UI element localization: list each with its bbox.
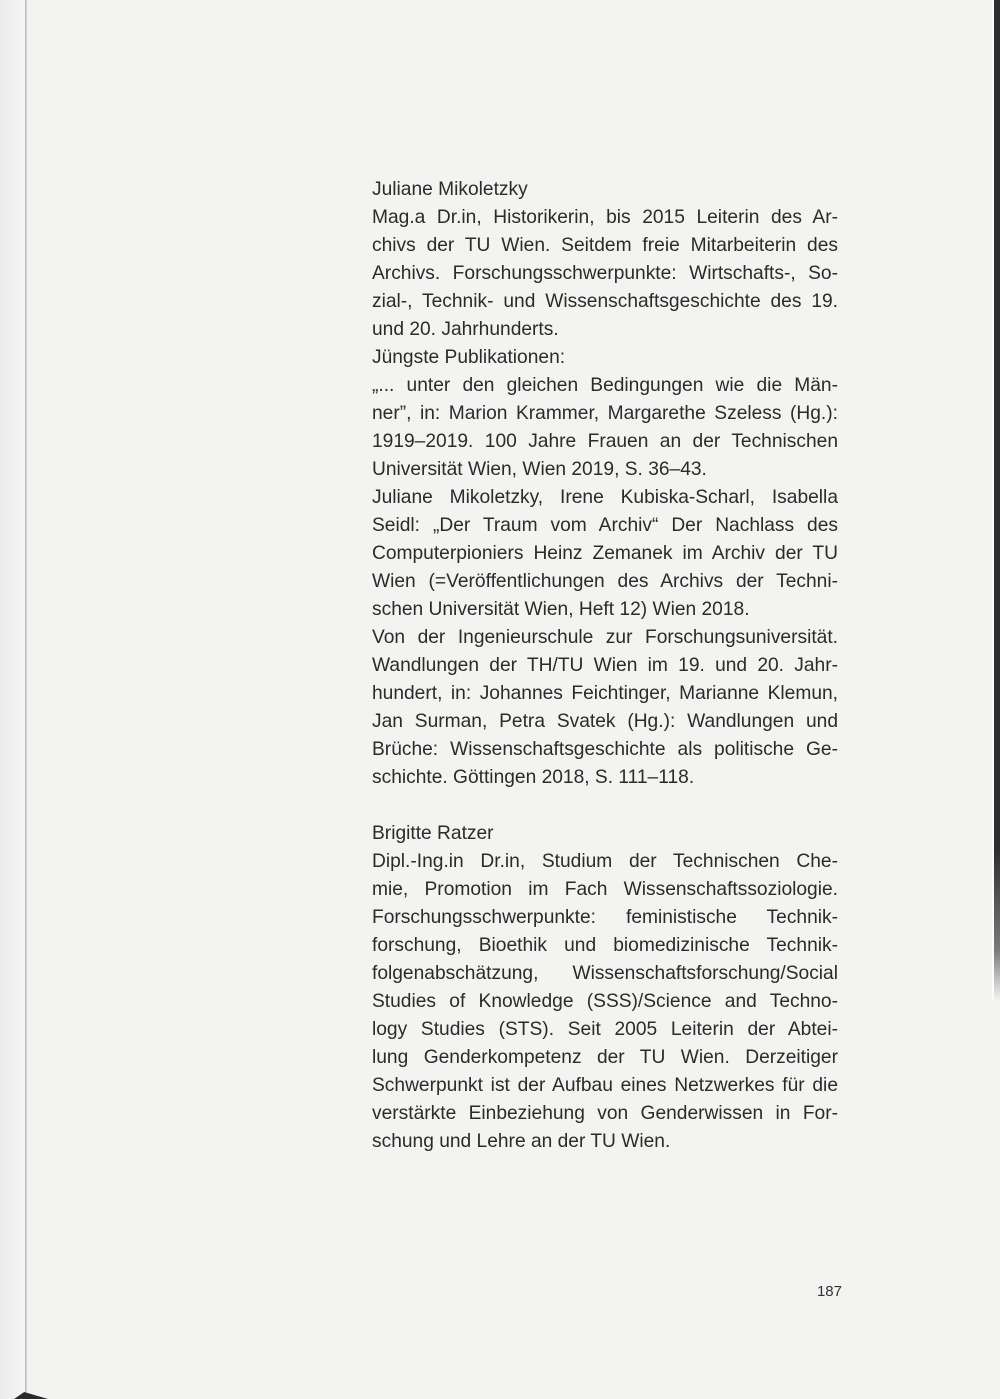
- text-line: Wandlungen der TH/TU Wien im 19. und 20. Jahr-: [372, 655, 838, 676]
- text-line: chivs der TU Wien. Seitdem freie Mitarbeiterin des: [372, 235, 838, 256]
- bio-entry: [372, 820, 838, 1156]
- page-edge-shadow: [994, 0, 1000, 1000]
- gutter-shadow: [0, 0, 25, 1399]
- text-line: Schwerpunkt ist der Aufbau eines Netzwerkes für die: [372, 1075, 838, 1096]
- text-line: Studies of Knowledge (SSS)/Science and Techno-: [372, 991, 838, 1012]
- text-line: mie, Promotion im Fach Wissenschaftssoziologie.: [372, 879, 838, 900]
- text-line: folgenabschätzung, Wissenschaftsforschung/Social: [372, 963, 838, 984]
- text-line: schung und Lehre an der TU Wien.: [372, 1131, 671, 1152]
- text-line: ner”, in: Marion Krammer, Margarethe Szeless (Hg.):: [372, 403, 838, 424]
- bio-body: [372, 204, 838, 792]
- bio-name: Juliane Mikoletzky: [372, 179, 528, 200]
- page-number: 187: [816, 1283, 842, 1300]
- text-line: Mag.a Dr.in, Historikerin, bis 2015 Leiterin des Ar-: [372, 207, 838, 228]
- text-line: Computerpioniers Heinz Zemanek im Archiv der TU: [372, 543, 838, 564]
- text-line: verstärkte Einbeziehung von Genderwissen in For-: [372, 1103, 838, 1124]
- text-line: Wien (=Veröffentlichungen des Archivs der Techni-: [372, 571, 838, 592]
- text-line: hundert, in: Johannes Feichtinger, Marianne Klemun,: [372, 683, 838, 704]
- text-line: Jüngste Publikationen:: [372, 347, 566, 368]
- text-line: schen Universität Wien, Heft 12) Wien 2018.: [372, 599, 750, 620]
- text-line: lung Genderkompetenz der TU Wien. Derzeitiger: [372, 1047, 838, 1068]
- text-line: logy Studies (STS). Seit 2005 Leiterin der Abtei-: [372, 1019, 838, 1040]
- bio-body: [372, 848, 838, 1156]
- text-line: zial-, Technik- und Wissenschaftsgeschichte des 19.: [372, 291, 838, 312]
- text-line: Von der Ingenieurschule zur Forschungsuniversität.: [372, 627, 838, 648]
- text-line: Archivs. Forschungsschwerpunkte: Wirtschafts-, So-: [372, 263, 838, 284]
- text-line: 1919–2019. 100 Jahre Frauen an der Technischen: [372, 431, 838, 452]
- text-line: forschung, Bioethik und biomedizinische Technik-: [372, 935, 838, 956]
- text-line: Dipl.-Ing.in Dr.in, Studium der Technischen Che-: [372, 851, 838, 872]
- text-line: und 20. Jahrhunderts.: [372, 319, 559, 340]
- entry-spacer: [372, 792, 838, 820]
- text-line: Universität Wien, Wien 2019, S. 36–43.: [372, 459, 707, 480]
- bio-entry: [372, 176, 838, 792]
- text-column: [372, 176, 838, 1156]
- text-line: Seidl: „Der Traum vom Archiv“ Der Nachlass des: [372, 515, 838, 536]
- text-line: Juliane Mikoletzky, Irene Kubiska-Scharl, Isabella: [372, 487, 838, 508]
- text-line: Jan Surman, Petra Svatek (Hg.): Wandlungen und: [372, 711, 838, 732]
- bio-name: Brigitte Ratzer: [372, 823, 494, 844]
- text-line: Brüche: Wissenschaftsgeschichte als politische Ge-: [372, 739, 838, 760]
- gutter-fold-line: [25, 0, 27, 1399]
- text-line: schichte. Göttingen 2018, S. 111–118.: [372, 767, 695, 788]
- text-line: „... unter den gleichen Bedingungen wie die Män-: [372, 375, 838, 396]
- text-line: Forschungsschwerpunkte: feministische Technik-: [372, 907, 838, 928]
